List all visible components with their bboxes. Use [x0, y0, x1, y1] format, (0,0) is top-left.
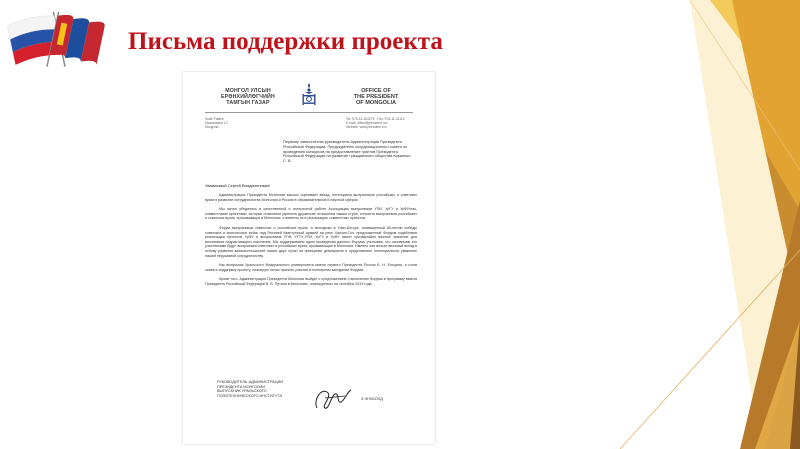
letter-paragraph: Форум выпускников советских и российских вузов, и молодежи в Улан-Баторе, посвященный 80-летию победы советских и монгольских войск над Японией Квантунской армией на реке Халхин-Гол, предложенный Фондом содействия реализации проектов УрФУ и выпускников УПИ, УГТУ-УПИ, УрГУ и УрФУ имеет чрезвычайно важное значение для воспитания подрастающего поколения. Мы поддерживаем идею проведения данного Форума, учитывая, что основными его участниками будут выпускники советских и российских вузов, проживающие в Монголии. Именно они вносят весомый вклад в основу развития взаимоотношений наших двух стран на принципах демократии и представляют потенциальное уважение нашей нерушимой сотрудничеству. [205, 225, 417, 258]
letter-paragraph: Как выпускник Уральского Федерального университета имени первого Президента России Б. Н. Ельцина, я готов оказать поддержку проекту, планирую лично принять участие в пленарном заседании Форума. [205, 263, 417, 272]
slide-title: Письма поддержки проекта [128, 28, 443, 55]
letter-header-english: OFFICE OF THE PRESIDENT OF MONGOLIA [353, 88, 399, 107]
letter-signer-name: З.ЭНХБОЛД [361, 397, 383, 401]
letter-recipient: Первому заместителю руководителя Администрации Президента Российской Федерации, Председателю координационного совета по проведению конкурсов на предоставление грантов Президента Российской Федерации на развитие гражданского общества Кириенко С. В. [283, 139, 411, 164]
letter-address-right: Tel: 976-51-264275 · Fax: 976-11-31113 E-mail: office@president.mn Website: www.president.mn [346, 117, 405, 129]
letter-document [183, 72, 435, 444]
letter-paragraph: Кроме того, Администрация Президента Монголии выйдет с предложением о включении Форума в программу визита Президента Российской Федерации В. В. Путина в Монголию, планируемого на сентябрь 2019 года. [205, 277, 417, 286]
soyombo-emblem-icon [301, 82, 317, 108]
letter-salutation: Уважаемый Сергей Владиленович! [205, 183, 271, 188]
decorative-triangles [560, 0, 800, 449]
letter-signature-block: РУКОВОДИТЕЛЬ АДМИНИСТРАЦИИ ПРЕЗИДЕНТА МОНГОЛИИ ВЫПУСКНИК УРАЛЬСКОГО ПОЛИТЕХНИЧЕСКОГО ИНСТИТУТА [217, 380, 284, 398]
handwritten-signature-icon [311, 384, 357, 412]
letter-address-left: State Palace Ulaanbaatar 12 Mongolia [205, 117, 228, 129]
russia-mongolia-flags-icon [6, 6, 106, 74]
letterhead-divider [205, 112, 413, 113]
letter-paragraph: Администрация Президента Монголии высоко оценивает вклад, потенциала выпускников российских и советских вузов в развитие сотрудничества Монголии и России в образовательной и научной сферах. [205, 193, 417, 202]
letter-body [205, 193, 417, 292]
letter-paragraph: Мы лично убедились в качественной и интересной работе Ассоциации выпускников УПИ, УрГУ и УрФУ/нас, совместными проектами, которые позволили укрепить дружеские отношения наших стран, сплотить выпускников российских и советских вузов, проживающих в Монголии, и вовлечь их в реализацию совместных проектов. [205, 207, 417, 221]
letter-header-mongolian: МОНГОЛ УЛСЫН ЕРӨНХИЙЛӨГЧИЙН ТАМГЫН ГАЗАР [221, 88, 275, 106]
